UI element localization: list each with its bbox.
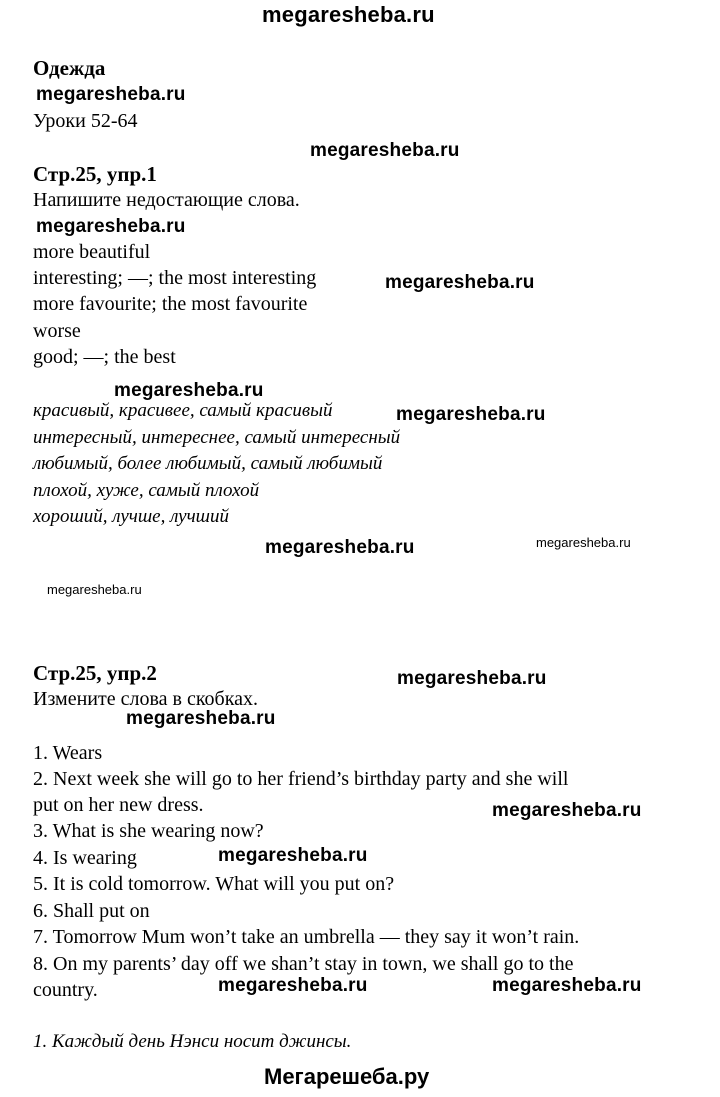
watermark-top: megaresheba.ru	[262, 2, 435, 27]
watermark: megaresheba.ru	[397, 668, 547, 689]
lessons-range: Уроки 52-64	[33, 110, 138, 132]
watermark: megaresheba.ru	[114, 380, 264, 401]
ex2-answer-7: 7. Tomorrow Mum won’t take an umbrella — they say it won’t rain.	[33, 926, 580, 948]
ex1-translation-5: хороший, лучше, лучший	[33, 506, 229, 527]
section-title: Одежда	[33, 56, 106, 80]
ex1-answer-2: interesting; —; the most interesting	[33, 267, 317, 289]
watermark: megaresheba.ru	[492, 975, 642, 996]
watermark: megaresheba.ru	[396, 404, 546, 425]
watermark: megaresheba.ru	[385, 272, 535, 293]
ex1-title: Стр.25, упр.1	[33, 162, 157, 186]
ex2-answer-2-cont: put on her new dress.	[33, 794, 204, 816]
watermark-small: megaresheba.ru	[47, 582, 142, 597]
ex2-answer-4: 4. Is wearing	[33, 847, 137, 869]
ex2-instruction: Измените слова в скобках.	[33, 688, 259, 710]
ex1-answer-4: worse	[33, 320, 81, 342]
ex2-title: Стр.25, упр.2	[33, 661, 157, 685]
watermark: megaresheba.ru	[126, 708, 276, 729]
watermark: megaresheba.ru	[36, 84, 186, 105]
ex1-translation-4: плохой, хуже, самый плохой	[33, 480, 260, 501]
ex1-translation-2: интересный, интереснее, самый интересный	[33, 427, 401, 448]
ex1-translation-1: красивый, красивее, самый красивый	[33, 400, 333, 421]
watermark: megaresheba.ru	[218, 845, 368, 866]
ex1-answer-5: good; —; the best	[33, 346, 176, 368]
watermark: megaresheba.ru	[310, 140, 460, 161]
ex1-answer-3: more favourite; the most favourite	[33, 293, 308, 315]
watermark: megaresheba.ru	[36, 216, 186, 237]
watermark: megaresheba.ru	[492, 800, 642, 821]
watermark: megaresheba.ru	[265, 537, 415, 558]
ex2-answer-6: 6. Shall put on	[33, 900, 150, 922]
watermark: megaresheba.ru	[218, 975, 368, 996]
footer-brand: Мегарешеба.ру	[264, 1064, 430, 1089]
ex2-answer-8: 8. On my parents’ day off we shan’t stay in town, we shall go to the	[33, 953, 574, 975]
ex1-translation-3: любимый, более любимый, самый любимый	[33, 453, 383, 474]
ex2-answer-2: 2. Next week she will go to her friend’s birthday party and she will	[33, 768, 569, 790]
ex2-answer-8-cont: country.	[33, 979, 98, 1001]
ex2-answer-5: 5. It is cold tomorrow. What will you put on?	[33, 873, 395, 895]
ex2-answer-3: 3. What is she wearing now?	[33, 820, 264, 842]
ex1-instruction: Напишите недостающие слова.	[33, 189, 300, 211]
ex2-answer-1: 1. Wears	[33, 742, 103, 764]
ex2-translation-1: 1. Каждый день Нэнси носит джинсы.	[33, 1031, 352, 1052]
watermark-small: megaresheba.ru	[536, 535, 631, 550]
ex1-answer-1: more beautiful	[33, 241, 151, 263]
